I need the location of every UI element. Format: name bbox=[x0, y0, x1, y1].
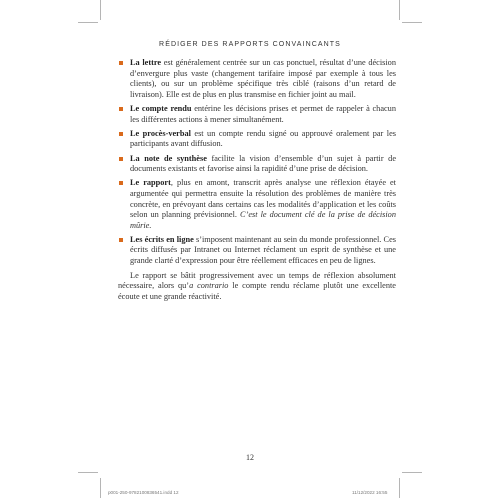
item-term: La note de synthèse bbox=[130, 153, 207, 163]
square-bullet-icon bbox=[119, 61, 123, 65]
crop-mark bbox=[402, 22, 422, 23]
item-term: Le rapport bbox=[130, 178, 171, 188]
item-text: entérine les décisions prises et permet de rappeler à chacun les différentes actions à mener simultanément. bbox=[130, 103, 396, 124]
conclusion-italic: a contrario bbox=[189, 281, 229, 291]
crop-mark bbox=[402, 472, 422, 473]
crop-mark bbox=[399, 0, 400, 20]
conclusion-paragraph bbox=[118, 271, 396, 303]
crop-mark bbox=[78, 22, 98, 23]
list-item bbox=[118, 58, 396, 100]
print-slug-file: p001-250-9782100836541.indd 12 bbox=[108, 490, 179, 495]
page-body bbox=[118, 58, 396, 302]
crop-mark bbox=[78, 472, 98, 473]
square-bullet-icon bbox=[119, 107, 123, 111]
list-item bbox=[118, 129, 396, 150]
print-slug-date: 11/12/2022 16:55 bbox=[352, 490, 388, 495]
list-item bbox=[118, 154, 396, 175]
item-text: , plus en amont, transcrit après analyse une réflexion étayée et argumentée qui permettra ensuite la résolution des problèmes de manière très concrète, en prévoyant dans certains cas les modalités d’application et les coûts selon un planning prévisionnel. bbox=[130, 178, 396, 220]
list-item bbox=[118, 104, 396, 125]
crop-mark bbox=[100, 0, 101, 20]
item-term: Les écrits en ligne bbox=[130, 234, 194, 244]
conclusion-text: Le rapport se bâtit progressivement avec un temps de réflexion absolument nécessaire, alors qu’ bbox=[118, 270, 396, 291]
item-term: La lettre bbox=[130, 58, 162, 67]
square-bullet-icon bbox=[119, 238, 123, 242]
page-number: 12 bbox=[246, 453, 254, 462]
list-item bbox=[118, 235, 396, 267]
item-text: est généralement centrée sur un cas ponctuel, résultat d’une décision d’envergure plus vaste (changement tarifaire imposé par exemple à tous les clients), ou sur un problème spécifique très ciblé (raisons d’un retard de livraison). Elle est de plus en plus transmise en fichier joint au mail. bbox=[130, 58, 396, 99]
document-types-list bbox=[118, 58, 396, 267]
list-item bbox=[118, 178, 396, 231]
item-term: Le compte rendu bbox=[130, 103, 192, 113]
crop-mark bbox=[399, 478, 400, 498]
running-title: RÉDIGER DES RAPPORTS CONVAINCANTS bbox=[159, 41, 341, 48]
crop-mark bbox=[100, 478, 101, 498]
item-text: facilite la vision d’ensemble d’un sujet à partir de documents existants et favorise ainsi la rapidité d’une prise de décision. bbox=[130, 153, 396, 174]
square-bullet-icon bbox=[119, 157, 123, 161]
conclusion-text: le compte rendu réclame plutôt une excellente écoute et une grande réactivité. bbox=[118, 281, 396, 301]
square-bullet-icon bbox=[119, 132, 123, 136]
item-emphasis: C’est le document clé de la prise de décision mûrie. bbox=[130, 210, 396, 230]
square-bullet-icon bbox=[119, 181, 123, 185]
item-text: est un compte rendu signé ou approuvé oralement par les participants avant diffusion. bbox=[130, 128, 397, 149]
item-term: Le procès-verbal bbox=[130, 128, 191, 138]
item-text: s’imposent maintenant au sein du monde professionnel. Ces écrits diffusés par Intranet ou Internet réclament un esprit de synthèse et une grande clarté d’expression pour être réellement efficaces en peu de lignes. bbox=[130, 234, 396, 266]
